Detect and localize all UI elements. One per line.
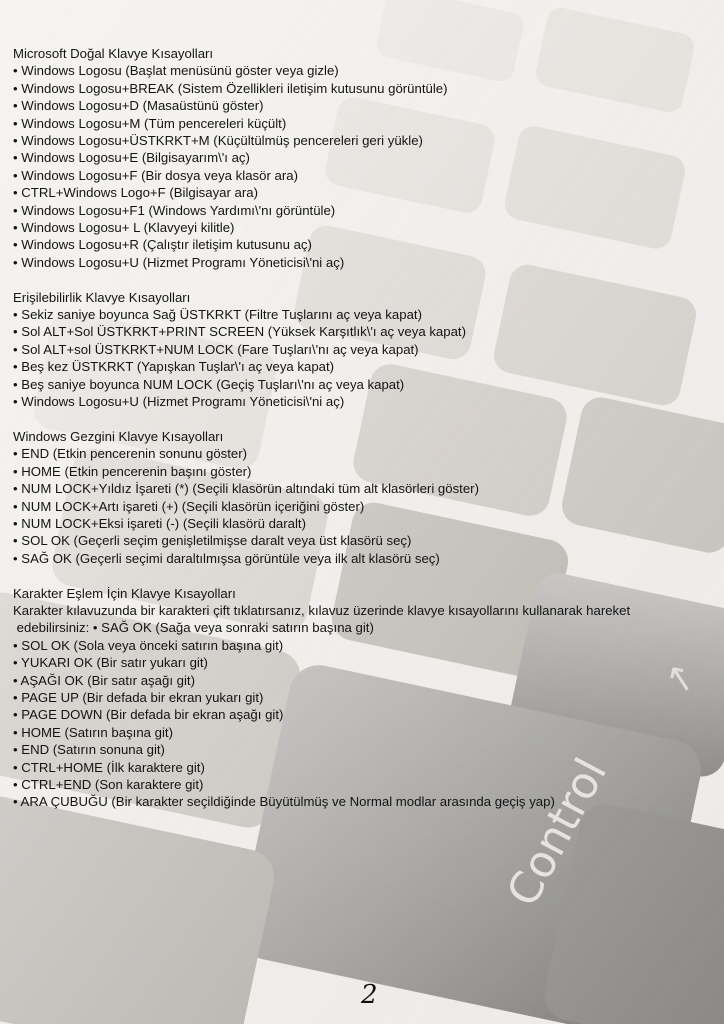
- list-item: • Sekiz saniye boyunca Sağ ÜSTKRKT (Filtre Tuşlarını aç veya kapat): [13, 307, 422, 323]
- list-item: • Sol ALT+Sol ÜSTKRKT+PRINT SCREEN (Yüksek Karşıtlık\'ı aç veya kapat): [13, 324, 466, 340]
- list-item: • Windows Logosu+M (Tüm pencereleri küçült): [13, 115, 287, 131]
- section-title: Microsoft Doğal Klavye Kısayolları: [13, 46, 214, 61]
- list-item: • CTRL+END (Son karaktere git): [13, 777, 204, 793]
- list-item: • SOL OK (Sola veya önceki satırın başına git): [13, 637, 284, 653]
- list-item: • Windows Logosu+U (Hizmet Programı Yöneticisi\'ni aç): [13, 254, 345, 270]
- list-item: • NUM LOCK+Artı işareti (+) (Seçili klasörün içeriğini göster): [13, 498, 365, 514]
- list-item: • Windows Logosu (Başlat menüsünü göster veya gizle): [13, 63, 339, 79]
- section-title: Windows Gezgini Klavye Kısayolları: [13, 428, 224, 444]
- list-item: • SOL OK (Geçerli seçim genişletilmişse daralt veya üst klasörü seç): [13, 533, 412, 549]
- intro-text-continued: edebilirsiniz: • SAĞ OK (Sağa veya sonraki satırın başına git): [13, 620, 374, 636]
- intro-text: Karakter kılavuzunda bir karakteri çift tıklatırsanız, kılavuz üzerinde klavye kısayollarını kullanarak hareket: [13, 602, 631, 618]
- list-item: • HOME (Satırın başına git): [13, 724, 173, 740]
- list-item: • END (Satırın sonuna git): [13, 742, 165, 758]
- list-item: • CTRL+HOME (İlk karaktere git): [13, 759, 205, 775]
- section-accessibility: [13, 289, 718, 411]
- list-item: • Beş saniye boyunca NUM LOCK (Geçiş Tuşları\'nı aç veya kapat): [13, 376, 405, 392]
- list-item: • Windows Logosu+U (Hizmet Programı Yöneticisi\'ni aç): [13, 394, 345, 410]
- section-natural-keyboard: [13, 45, 718, 271]
- page-number: 2: [361, 980, 378, 1010]
- list-item: • Windows Logosu+R (Çalıştır iletişim kutusunu aç): [13, 237, 312, 253]
- list-item: • AŞAĞI OK (Bir satır aşağı git): [13, 672, 195, 688]
- list-item: • HOME (Etkin pencerenin başını göster): [13, 463, 252, 479]
- list-item: • PAGE UP (Bir defada bir ekran yukarı git): [13, 689, 264, 705]
- list-item: • Windows Logosu+E (Bilgisayarım\'ı aç): [13, 150, 250, 166]
- list-item: • YUKARI OK (Bir satır yukarı git): [13, 655, 208, 671]
- list-item: • SAĞ OK (Geçerli seçimi daraltılmışsa görüntüle veya ilk alt klasörü seç): [13, 550, 440, 566]
- list-item: • Windows Logosu+F1 (Windows Yardımı\'nı görüntüle): [13, 202, 336, 218]
- list-item: • CTRL+Windows Logo+F (Bilgisayar ara): [13, 185, 259, 201]
- list-item: • Windows Logosu+D (Masaüstünü göster): [13, 98, 264, 114]
- list-item: • Windows Logosu+F (Bir dosya veya klasör ara): [13, 167, 298, 183]
- section-title: Erişilebilirlik Klavye Kısayolları: [13, 289, 191, 305]
- list-item: • PAGE DOWN (Bir defada bir ekran aşağı git): [13, 707, 284, 723]
- list-item: • NUM LOCK+Eksi işareti (-) (Seçili klasörü daralt): [13, 515, 306, 531]
- list-item: • Windows Logosu+BREAK (Sistem Özellikleri iletişim kutusunu görüntüle): [13, 80, 448, 96]
- section-title: Karakter Eşlem İçin Klavye Kısayolları: [13, 585, 236, 601]
- list-item: • ARA ÇUBUĞU (Bir karakter seçildiğinde Büyütülmüş ve Normal modlar arasında geçiş yap): [13, 794, 555, 810]
- list-item: • Windows Logosu+ÜSTKRKT+M (Küçültülmüş pencereleri geri yükle): [13, 133, 423, 149]
- section-windows-explorer: [13, 428, 718, 567]
- section-character-map: [13, 585, 718, 811]
- list-item: • END (Etkin pencerenin sonunu göster): [13, 446, 248, 462]
- list-item: • Beş kez ÜSTKRKT (Yapışkan Tuşlar\'ı aç veya kapat): [13, 359, 335, 375]
- list-item: • NUM LOCK+Yıldız İşareti (*) (Seçili klasörün altındaki tüm alt klasörleri göster): [13, 481, 479, 497]
- shortcut-list-content: [13, 45, 718, 828]
- list-item: • Windows Logosu+ L (Klavyeyi kilitle): [13, 220, 235, 236]
- list-item: • Sol ALT+sol ÜSTKRKT+NUM LOCK (Fare Tuşları\'nı aç veya kapat): [13, 341, 419, 357]
